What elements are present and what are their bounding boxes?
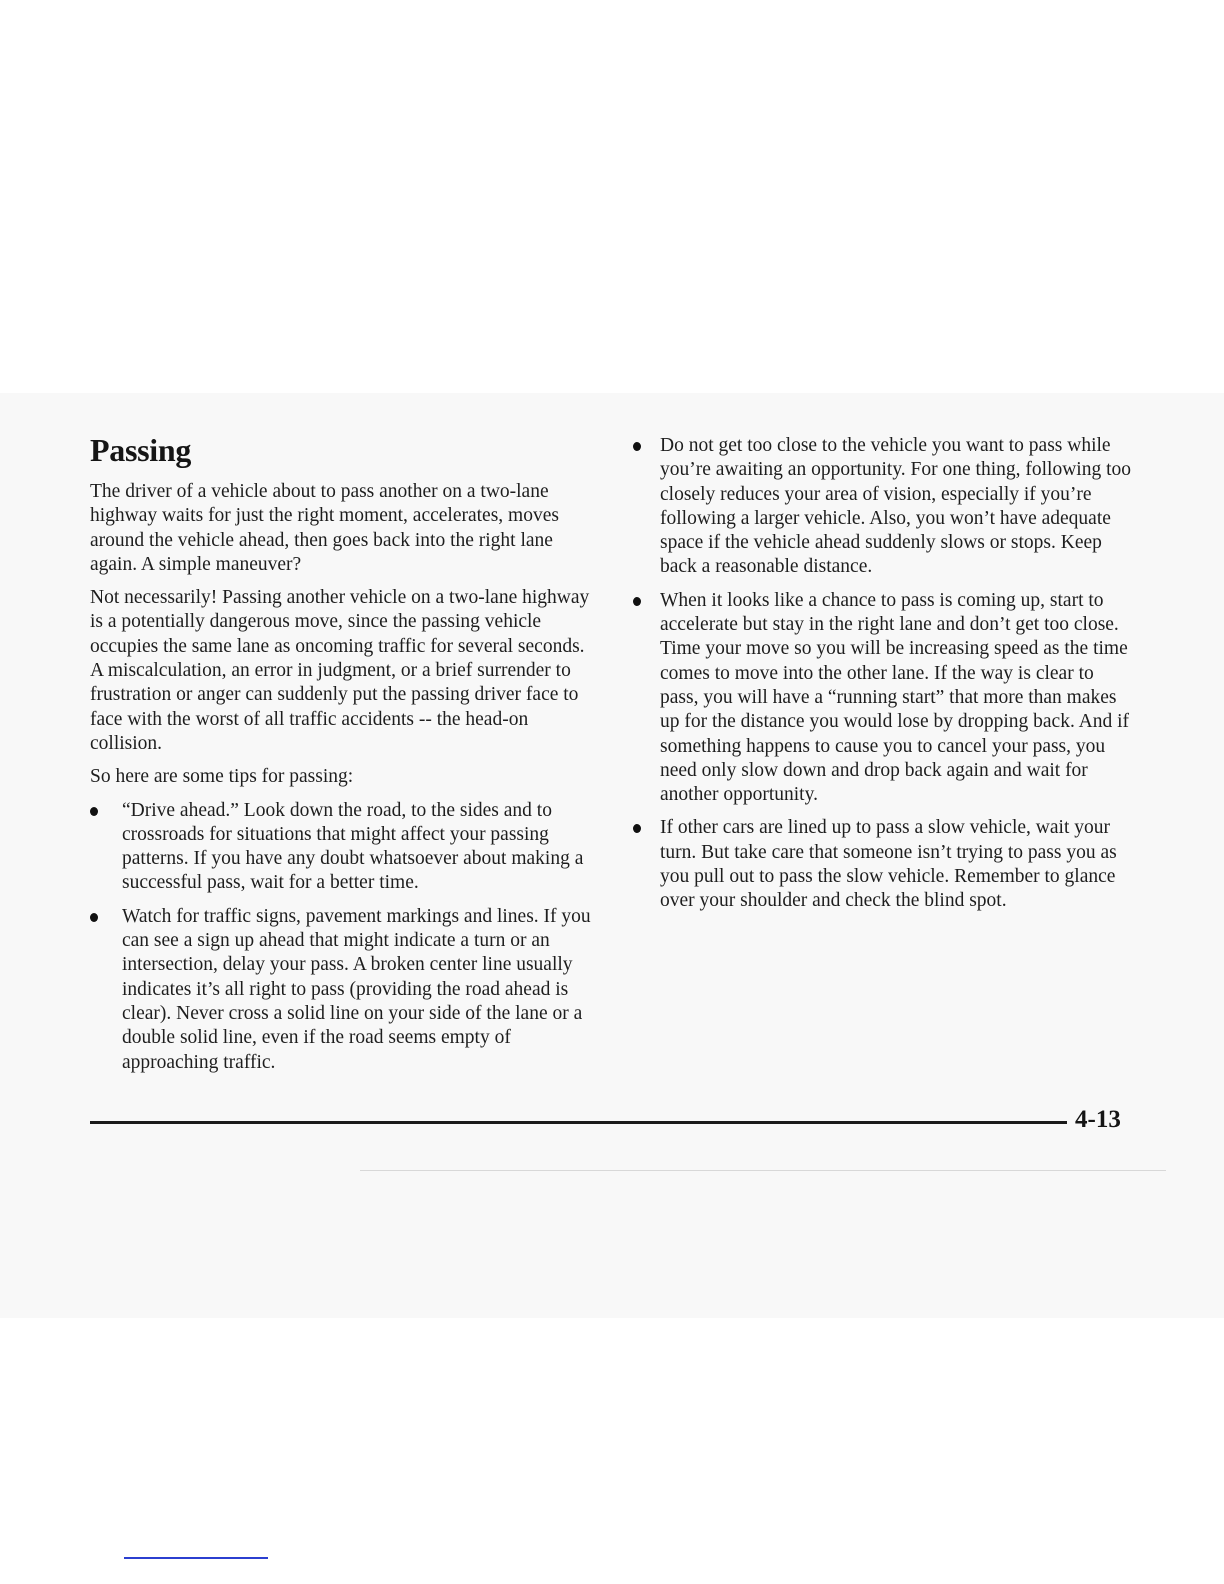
tip-item <box>90 799 600 896</box>
bullet-icon <box>633 597 641 606</box>
tip-text: Do not get too close to the vehicle you want to pass while you’re awaiting an opportunity. For one thing, following too closely reduces your area of vision, especially if you’re following a larger vehicle. Also, you won’t have adequate space if the vehicle ahead suddenly slows or stops. Keep back a reasonable distance. <box>660 435 1131 578</box>
tip-item <box>633 816 1133 913</box>
bullet-icon <box>633 442 641 451</box>
bottom-link-underline[interactable] <box>124 1557 268 1559</box>
tip-text: Watch for traffic signs, pavement markings and lines. If you can see a sign up ahead that might indicate a turn or an intersection, delay your pass. A broken center line usually indicates it’s all right to pass (providing the road ahead is clear). Never cross a solid line on your side of the lane or a double solid line, even if the road seems empty of approaching traffic. <box>122 905 591 1073</box>
left-column <box>90 432 600 1084</box>
tip-item <box>633 589 1133 808</box>
right-tip-list <box>633 434 1133 914</box>
intro-paragraph: The driver of a vehicle about to pass another on a two-lane highway waits for just the right moment, accelerates, moves around the vehicle ahead, then goes back into the right lane again. A simple maneuver? <box>90 481 559 575</box>
left-tip-list <box>90 799 600 1075</box>
right-column <box>633 434 1133 923</box>
tip-item <box>633 434 1133 580</box>
bullet-icon <box>633 824 641 833</box>
scan-artifact-line <box>360 1170 1166 1171</box>
bullet-icon <box>90 807 98 816</box>
tip-text: If other cars are lined up to pass a slow vehicle, wait your turn. But take care that someone isn’t trying to pass you as you pull out to pass the slow vehicle. Remember to glance over your shoulder and check the blind spot. <box>660 817 1117 912</box>
footer-rule <box>90 1121 1067 1124</box>
tip-text: When it looks like a chance to pass is coming up, start to accelerate but stay in the right lane and don’t get too close. Time your move so you will be increasing speed as the time comes to move into the other lane. If the way is clear to pass, you will have a “running start” that more than makes up for the distance you would lose by dropping back. And if something happens to cause you to cancel your pass, you need only slow down and drop back again and wait for another opportunity. <box>660 589 1129 806</box>
tips-lead-in: So here are some tips for passing: <box>90 766 354 788</box>
page-number: 4-13 <box>1075 1106 1121 1133</box>
tip-text: “Drive ahead.” Look down the road, to the sides and to crossroads for situations that might affect your passing patterns. If you have any doubt whatsoever about making a successful pass, wait for a better time. <box>122 799 584 894</box>
danger-paragraph: Not necessarily! Passing another vehicle on a two-lane highway is a potentially dangerous move, since the passing vehicle occupies the same lane as oncoming traffic for several seconds. A miscalculation, an error in judgment, or a brief surrender to frustration or anger can suddenly put the passing driver face to face with the worst of all traffic accidents -- the head-on collision. <box>90 587 590 754</box>
section-title: Passing <box>90 432 192 468</box>
bullet-icon <box>90 913 98 922</box>
tip-item <box>90 905 600 1075</box>
